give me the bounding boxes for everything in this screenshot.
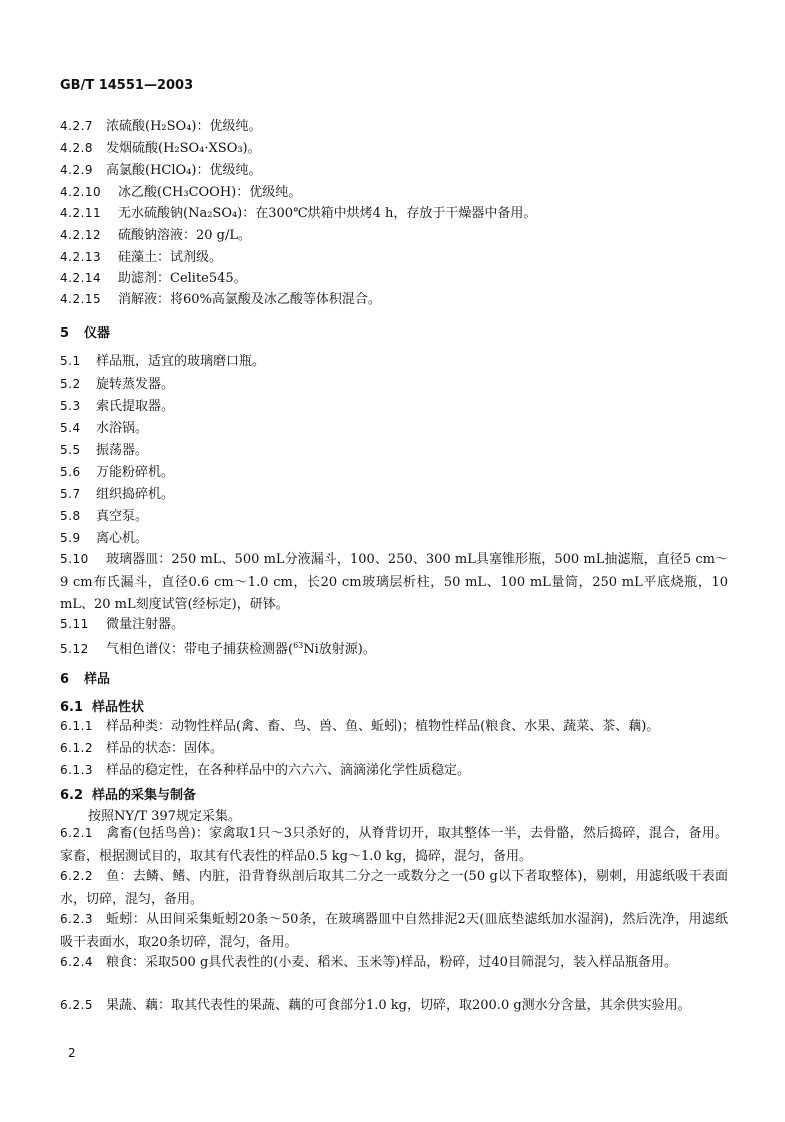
- instrument-5-3: 5.3 索氏提取器。: [60, 399, 175, 414]
- section-5-heading: 5 仪器: [60, 326, 111, 341]
- reagent-4-2-15: 4.2.15 消解液：将60%高氯酸及冰乙酸等体积混合。: [60, 292, 381, 307]
- instrument-5-2: 5.2 旋转蒸发器。: [60, 377, 175, 392]
- reagent-4-2-14: 4.2.14 助滤剂：Celite545。: [60, 271, 247, 286]
- page-number: 2: [68, 1046, 76, 1060]
- section-6-heading: 6 样品: [60, 672, 111, 687]
- reagent-4-2-12: 4.2.12 硫酸钠溶液：20 g/L。: [60, 228, 252, 243]
- instrument-5-5: 5.5 振荡器。: [60, 443, 149, 458]
- collection-intro: 按照NY/T 397规定采集。: [88, 809, 241, 824]
- instrument-5-12: 5.12 气相色谱仪：带电子捕获检测器($^{63}$Ni放射源)。: [60, 641, 376, 657]
- sample-6-2-3: 6.2.3 蚯蚓：从田间采集蚯蚓20条～50条，在玻璃器皿中自然排泥2天(皿底垫滤纸加水湿润)，然后洗净，用滤纸吸干表面水，取20条切碎，混匀，备用。: [60, 912, 728, 950]
- instrument-5-4: 5.4 水浴锅。: [60, 421, 149, 436]
- subsection-6-2-heading: 6.2 样品的采集与制备: [60, 788, 197, 803]
- sample-6-2-2: 6.2.2 鱼：去鳞、鳍、内脏，沿背脊纵剖后取其二分之一或数分之一(50 g以下者取整体)，剔刺，用滤纸吸干表面水，切碎，混匀，备用。: [60, 869, 728, 907]
- reagent-4-2-7: 4.2.7 浓硫酸(H₂SO₄)：优级纯。: [60, 119, 262, 134]
- reagent-4-2-10: 4.2.10 冰乙酸(CH₃COOH)：优级纯。: [60, 185, 302, 200]
- sample-6-2-1: 6.2.1 禽畜(包括鸟兽)：家禽取1只～3只杀好的，从脊背切开，取其整体一半，去骨骼，然后捣碎，混合，备用。家畜，根据测试目的，取其有代表性的样品0.5 kg～1.0 kg，捣碎，混匀，备用。: [60, 826, 728, 864]
- reagent-4-2-9: 4.2.9 高氯酸(HClO₄)：优级纯。: [60, 163, 262, 178]
- instrument-5-11: 5.11 微量注射器。: [60, 617, 185, 632]
- instrument-5-8: 5.8 真空泵。: [60, 509, 149, 524]
- sample-6-2-4: 6.2.4 粮食：采取500 g具代表性的(小麦、稻米、玉米等)样品，粉碎，过40目筛混匀，装入样品瓶备用。: [60, 955, 677, 970]
- instrument-5-9: 5.9 离心机。: [60, 531, 149, 546]
- subsection-6-1-heading: 6.1 样品性状: [60, 700, 145, 715]
- standard-code-header: GB/T 14551—2003: [60, 78, 194, 93]
- reagent-4-2-8: 4.2.8 发烟硫酸(H₂SO₄·XSO₃)。: [60, 141, 261, 156]
- sample-6-1-3: 6.1.3 样品的稳定性，在各种样品中的六六六、滴滴涕化学性质稳定。: [60, 763, 471, 778]
- instrument-5-6: 5.6 万能粉碎机。: [60, 465, 175, 480]
- reagent-4-2-11: 4.2.11 无水硫酸钠(Na₂SO₄)：在300℃烘箱中烘烤4 h，存放于干燥器中备用。: [60, 206, 537, 221]
- sample-6-1-1: 6.1.1 样品种类：动物性样品(禽、畜、鸟、兽、鱼、蚯蚓)；植物性样品(粮食、水果、蔬菜、茶、藕)。: [60, 719, 660, 734]
- instrument-5-7: 5.7 组织捣碎机。: [60, 487, 175, 502]
- reagent-4-2-13: 4.2.13 硅藻土：试剂级。: [60, 250, 223, 265]
- sample-6-2-5: 6.2.5 果蔬、藕：取其代表性的果蔬、藕的可食部分1.0 kg，切碎，取200.0 g测水分含量，其余供实验用。: [60, 998, 691, 1013]
- instrument-5-10: 5.10 玻璃器皿：250 mL、500 mL分液漏斗，100、250、300 mL具塞锥形瓶，500 mL抽滤瓶，直径5 cm～9 cm布氏漏斗，直径0.6 cm～1.0 cm，长20 cm玻璃层析柱，50 mL、100 mL量筒，250 mL平底烧瓶，10 mL、20 mL刻度试管(经标定)，研钵。: [60, 552, 728, 612]
- instrument-5-1: 5.1 样品瓶，适宜的玻璃磨口瓶。: [60, 354, 266, 369]
- sample-6-1-2: 6.1.2 样品的状态：固体。: [60, 741, 224, 756]
